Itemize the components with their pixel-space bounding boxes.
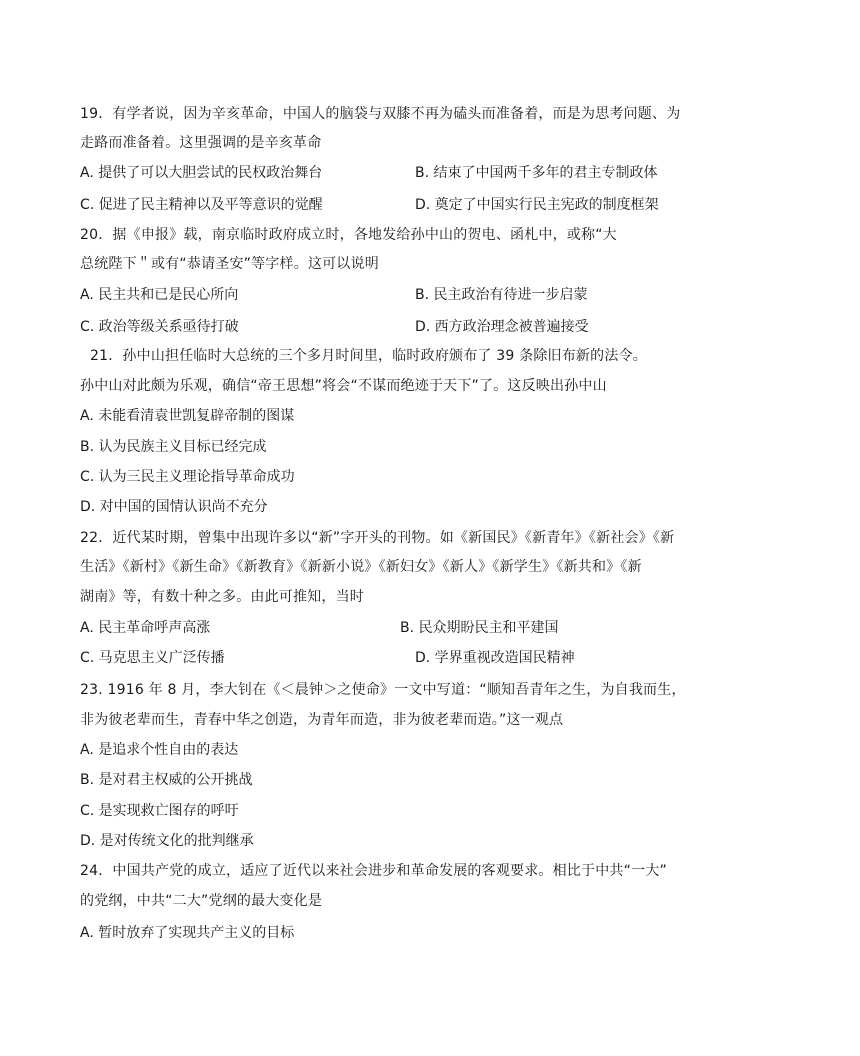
question-23-option-d: D. 是对传统文化的批判继承	[80, 833, 254, 849]
question-19-option-d: D. 奠定了中国实行民主宪政的制度框架	[415, 197, 659, 213]
question-20-stem-line-2: 总统陛下＂或有“恭请圣安”等字样。这可以说明	[80, 256, 379, 272]
question-23-stem-line-2: 非为彼老辈而生，青春中华之创造，为青年而造，非为彼老辈而造。”这一观点	[80, 712, 564, 728]
question-22-option-c: C. 马克思主义广泛传播	[80, 650, 225, 666]
question-23-stem-line-1: 23. 1916 年 8 月，李大钊在《＜晨钟＞之使命》一文中写道：“顺知吾青年之生，为自我而生，	[80, 682, 686, 698]
question-20-stem-line-1: 20．据《申报》载，南京临时政府成立时，各地发给孙中山的贺电、函札中，或称“大	[80, 227, 617, 243]
question-24-option-a: A. 暂时放弃了实现共产主义的目标	[80, 925, 295, 941]
question-20-option-d: D. 西方政治理念被普遍接受	[415, 319, 589, 335]
question-24-stem-line-2: 的党纲，中共“二大”党纲的最大变化是	[80, 893, 323, 909]
question-19-option-c: C. 促进了民主精神以及平等意识的觉醒	[80, 197, 323, 213]
question-21-stem-line-2: 孙中山对此颇为乐观，确信“帝王思想”将会“不谋而绝迹于天下”了。这反映出孙中山	[80, 378, 607, 394]
question-23-option-c: C. 是实现救亡图存的呼吁	[80, 803, 239, 819]
question-19-stem-line-1: 19．有学者说，因为辛亥革命，中国人的脑袋与双膝不再为磕头而准备着，而是为思考问题、为	[80, 106, 681, 122]
question-20-option-c: C. 政治等级关系亟待打破	[80, 319, 239, 335]
question-23-option-a: A. 是追求个性自由的表达	[80, 742, 239, 758]
question-22-option-d: D. 学界重视改造国民精神	[415, 650, 575, 666]
question-19-option-a: A. 提供了可以大胆尝试的民权政治舞台	[80, 165, 323, 181]
question-21-option-d: D. 对中国的国情认识尚不充分	[80, 499, 268, 515]
question-22-option-b: B. 民众期盼民主和平建国	[400, 620, 559, 636]
question-21-option-c: C. 认为三民主义理论指导革命成功	[80, 469, 295, 485]
question-20-option-b: B. 民主政治有待进一步启蒙	[415, 287, 588, 303]
question-20-option-a: A. 民主共和已是民心所向	[80, 287, 239, 303]
question-22-stem-line-1: 22．近代某时期，曾集中出现许多以“新”字开头的刊物。如《新国民》《新青年》《新社会》《新	[80, 530, 675, 546]
question-21-stem-line-1: 21．孙中山担任临时大总统的三个多月时间里，临时政府颁布了 39 条除旧布新的法令。	[90, 348, 647, 364]
question-22-stem-line-3: 湖南》等，有数十种之多。由此可推知，当时	[80, 589, 364, 605]
question-22-option-a: A. 民主革命呼声高涨	[80, 620, 211, 636]
question-19-option-b: B. 结束了中国两千多年的君主专制政体	[415, 165, 658, 181]
question-21-option-b: B. 认为民族主义目标已经完成	[80, 439, 267, 455]
question-23-option-b: B. 是对君主权威的公开挑战	[80, 772, 253, 788]
question-22-stem-line-2: 生活》《新村》《新生命》《新教育》《新新小说》《新妇女》《新人》《新学生》《新共和》《新	[80, 559, 642, 575]
question-24-stem-line-1: 24．中国共产党的成立，适应了近代以来社会进步和革命发展的客观要求。相比于中共“一大”	[80, 863, 667, 879]
question-19-stem-line-2: 走路而准备着。这里强调的是辛亥革命	[80, 135, 322, 151]
question-21-option-a: A. 未能看清袁世凯复辟帝制的图谋	[80, 408, 295, 424]
